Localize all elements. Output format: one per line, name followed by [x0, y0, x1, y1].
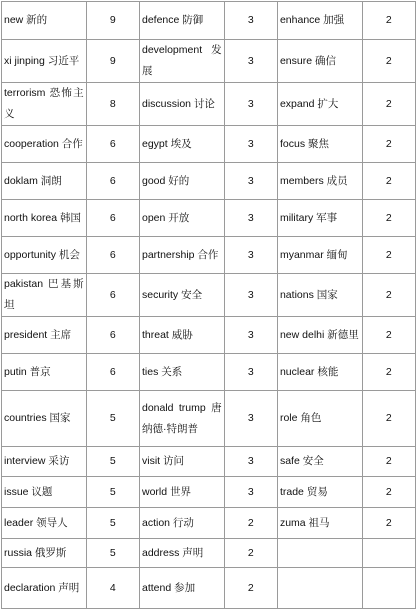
term-text: role 角色 — [279, 412, 322, 424]
count-text: 3 — [247, 485, 254, 498]
term-text: enhance 加强 — [279, 14, 345, 26]
term-cell[interactable] — [139, 317, 224, 354]
count-text: 3 — [247, 248, 254, 261]
term-text: threat 威胁 — [141, 328, 193, 341]
count-cell[interactable] — [224, 2, 277, 40]
term-cell[interactable] — [2, 539, 87, 568]
term-text: ensure 确信 — [279, 54, 336, 67]
count-text: 9 — [109, 54, 116, 67]
term-cell[interactable] — [2, 40, 87, 83]
term-cell[interactable] — [139, 200, 224, 237]
count-cell[interactable] — [86, 2, 139, 40]
count-text: 5 — [109, 455, 116, 467]
count-text: 6 — [109, 137, 116, 150]
term-text: focus 聚焦 — [279, 137, 329, 150]
count-text: 3 — [247, 211, 254, 224]
count-cell[interactable] — [86, 508, 139, 539]
term-text: good 好的 — [141, 174, 190, 187]
term-cell[interactable] — [277, 568, 362, 609]
term-text: world 世界 — [141, 485, 191, 498]
term-text: members 成员 — [279, 174, 348, 187]
term-text: defence 防御 — [141, 14, 204, 26]
table-row — [2, 539, 416, 568]
count-cell[interactable] — [224, 274, 277, 317]
term-cell[interactable] — [277, 274, 362, 317]
term-cell[interactable] — [2, 200, 87, 237]
term-cell[interactable] — [139, 126, 224, 163]
term-text: north korea 韩国 — [4, 211, 82, 224]
term-cell[interactable] — [2, 391, 87, 447]
count-cell[interactable] — [224, 568, 277, 609]
count-cell[interactable] — [362, 508, 415, 539]
count-cell[interactable] — [86, 447, 139, 477]
count-text: 5 — [109, 516, 116, 529]
table-row — [2, 200, 416, 237]
term-cell[interactable] — [277, 237, 362, 274]
count-cell[interactable] — [224, 477, 277, 508]
term-cell[interactable] — [2, 126, 87, 163]
count-cell[interactable] — [86, 200, 139, 237]
table-row — [2, 40, 416, 83]
count-text: 6 — [109, 248, 116, 261]
count-text: 2 — [385, 174, 392, 187]
table-row — [2, 317, 416, 354]
table-row — [2, 391, 416, 447]
count-text: 2 — [385, 137, 392, 150]
count-text: 2 — [385, 288, 392, 301]
count-text: 2 — [385, 14, 392, 26]
count-cell[interactable] — [86, 568, 139, 609]
term-cell[interactable] — [277, 163, 362, 200]
count-text: 3 — [247, 137, 254, 150]
term-text: doklam 洞朗 — [4, 174, 62, 187]
table-row — [2, 274, 416, 317]
term-cell[interactable] — [2, 354, 87, 391]
count-text: 5 — [109, 546, 116, 559]
table-row — [2, 477, 416, 508]
count-cell[interactable] — [362, 2, 415, 40]
term-cell[interactable] — [139, 508, 224, 539]
count-cell[interactable] — [362, 83, 415, 126]
table-body — [2, 2, 416, 609]
count-text: 2 — [385, 516, 392, 529]
count-text: 9 — [109, 14, 116, 26]
table-row — [2, 2, 416, 40]
term-text: security 安全 — [141, 288, 203, 301]
count-cell[interactable] — [86, 40, 139, 83]
count-cell[interactable] — [224, 237, 277, 274]
count-cell[interactable] — [362, 539, 415, 568]
count-cell[interactable] — [224, 200, 277, 237]
count-cell[interactable] — [224, 391, 277, 447]
term-cell[interactable] — [277, 200, 362, 237]
term-cell[interactable] — [277, 391, 362, 447]
term-text: discussion 讨论 — [141, 97, 215, 110]
term-text: pakistan 巴基斯坦 — [4, 278, 84, 311]
term-text: address 声明 — [141, 546, 204, 559]
word-frequency-table — [1, 1, 416, 609]
term-cell[interactable] — [139, 2, 224, 40]
term-cell[interactable] — [139, 447, 224, 477]
term-cell[interactable] — [139, 237, 224, 274]
table-row — [2, 447, 416, 477]
term-cell[interactable] — [139, 391, 224, 447]
term-cell[interactable] — [277, 447, 362, 477]
term-text: xi jinping 习近平 — [4, 54, 80, 67]
count-text: 5 — [109, 485, 116, 498]
term-cell[interactable] — [2, 568, 87, 609]
count-cell[interactable] — [224, 354, 277, 391]
term-cell[interactable] — [139, 40, 224, 83]
term-text: military 军事 — [279, 211, 338, 224]
count-text: 2 — [385, 412, 392, 424]
count-cell[interactable] — [362, 391, 415, 447]
count-text: 5 — [109, 412, 116, 424]
term-text: myanmar 缅甸 — [279, 248, 348, 261]
term-cell[interactable] — [277, 539, 362, 568]
count-cell[interactable] — [224, 126, 277, 163]
term-text: partnership 合作 — [141, 248, 219, 261]
term-text: putin 普京 — [4, 365, 51, 378]
count-text: 2 — [385, 97, 392, 110]
term-cell[interactable] — [277, 2, 362, 40]
term-cell[interactable] — [2, 83, 87, 126]
term-cell[interactable] — [2, 477, 87, 508]
term-cell[interactable] — [2, 163, 87, 200]
count-text: 2 — [385, 328, 392, 341]
count-cell[interactable] — [362, 163, 415, 200]
count-text: 2 — [247, 516, 254, 529]
count-text: 2 — [385, 365, 392, 378]
term-text: issue 议题 — [4, 485, 53, 498]
count-text: 3 — [247, 174, 254, 187]
count-text: 6 — [109, 365, 116, 378]
term-text: terrorism 恐怖主义 — [4, 87, 84, 120]
term-cell[interactable] — [139, 539, 224, 568]
term-cell[interactable] — [277, 477, 362, 508]
term-cell[interactable] — [2, 237, 87, 274]
count-text: 3 — [247, 455, 254, 467]
count-text: 2 — [385, 248, 392, 261]
count-cell[interactable] — [86, 354, 139, 391]
term-cell[interactable] — [2, 274, 87, 317]
term-cell[interactable] — [139, 568, 224, 609]
term-text: russia 俄罗斯 — [4, 546, 67, 559]
count-text: 2 — [385, 211, 392, 224]
term-cell[interactable] — [139, 163, 224, 200]
term-text: declaration 声明 — [4, 581, 80, 594]
count-text: 3 — [247, 54, 254, 67]
count-cell[interactable] — [86, 539, 139, 568]
count-cell[interactable] — [224, 447, 277, 477]
table-row — [2, 568, 416, 609]
count-text: 4 — [109, 581, 116, 594]
count-text: 2 — [385, 485, 392, 498]
count-cell[interactable] — [224, 40, 277, 83]
term-cell[interactable] — [277, 354, 362, 391]
count-cell[interactable] — [362, 477, 415, 508]
term-text: donald trump 唐纳德·特朗普 — [141, 401, 222, 435]
count-cell[interactable] — [362, 354, 415, 391]
count-cell[interactable] — [224, 539, 277, 568]
table-row — [2, 508, 416, 539]
count-text: 8 — [109, 97, 116, 110]
count-text: 6 — [109, 174, 116, 187]
table-row — [2, 163, 416, 200]
term-text: open 开放 — [141, 211, 190, 224]
count-text: 3 — [247, 328, 254, 341]
count-cell[interactable] — [86, 83, 139, 126]
term-cell[interactable] — [2, 447, 87, 477]
count-cell[interactable] — [86, 126, 139, 163]
term-text: opportunity 机会 — [4, 248, 80, 261]
term-text: attend 参加 — [141, 581, 196, 594]
table-row — [2, 354, 416, 391]
term-cell[interactable] — [139, 274, 224, 317]
count-text: 6 — [109, 328, 116, 341]
count-cell[interactable] — [86, 317, 139, 354]
term-cell[interactable] — [277, 83, 362, 126]
term-cell[interactable] — [277, 508, 362, 539]
count-cell[interactable] — [362, 40, 415, 83]
count-cell[interactable] — [224, 83, 277, 126]
term-text: new delhi 新德里 — [279, 328, 359, 341]
term-cell[interactable] — [277, 40, 362, 83]
term-cell[interactable] — [2, 508, 87, 539]
term-text: ties 关系 — [141, 365, 183, 378]
count-text: 3 — [247, 365, 254, 378]
count-cell[interactable] — [362, 447, 415, 477]
count-text: 3 — [247, 288, 254, 301]
count-cell[interactable] — [362, 274, 415, 317]
term-text: countries 国家 — [4, 412, 71, 424]
term-cell[interactable] — [2, 2, 87, 40]
count-cell[interactable] — [224, 163, 277, 200]
count-text: 3 — [247, 14, 254, 26]
count-cell[interactable] — [362, 200, 415, 237]
count-text: 2 — [385, 54, 392, 67]
term-cell[interactable] — [277, 317, 362, 354]
term-cell[interactable] — [2, 317, 87, 354]
table-row — [2, 237, 416, 274]
table-row — [2, 126, 416, 163]
count-cell[interactable] — [362, 237, 415, 274]
term-text: cooperation 合作 — [4, 137, 83, 150]
count-text: 6 — [109, 288, 116, 301]
count-text: 6 — [109, 211, 116, 224]
term-cell[interactable] — [139, 354, 224, 391]
term-text: action 行动 — [141, 516, 194, 529]
count-cell[interactable] — [86, 391, 139, 447]
term-text: zuma 祖马 — [279, 516, 330, 529]
count-cell[interactable] — [224, 317, 277, 354]
term-cell[interactable] — [277, 126, 362, 163]
term-text: leader 领导人 — [4, 516, 68, 529]
count-cell[interactable] — [86, 274, 139, 317]
term-text: president 主席 — [4, 328, 72, 341]
count-cell[interactable] — [86, 163, 139, 200]
count-cell[interactable] — [362, 317, 415, 354]
count-cell[interactable] — [86, 477, 139, 508]
term-text: safe 安全 — [279, 455, 324, 467]
term-cell[interactable] — [139, 477, 224, 508]
count-text: 2 — [247, 581, 254, 594]
term-text: interview 采访 — [4, 455, 70, 467]
term-text: visit 访问 — [141, 455, 184, 467]
count-text: 2 — [247, 546, 254, 559]
table-row — [2, 83, 416, 126]
count-cell[interactable] — [224, 508, 277, 539]
term-cell[interactable] — [139, 83, 224, 126]
count-text: 3 — [247, 97, 254, 110]
term-text: expand 扩大 — [279, 97, 339, 110]
count-text: 3 — [247, 412, 254, 424]
term-text: trade 贸易 — [279, 485, 328, 498]
count-text: 2 — [385, 455, 392, 467]
count-cell[interactable] — [362, 568, 415, 609]
count-cell[interactable] — [362, 126, 415, 163]
term-text: new 新的 — [4, 14, 48, 26]
term-text: nuclear 核能 — [279, 365, 339, 378]
count-cell[interactable] — [86, 237, 139, 274]
term-text: nations 国家 — [279, 288, 338, 301]
term-text: egypt 埃及 — [141, 137, 192, 150]
term-text: development 发展 — [141, 44, 222, 77]
